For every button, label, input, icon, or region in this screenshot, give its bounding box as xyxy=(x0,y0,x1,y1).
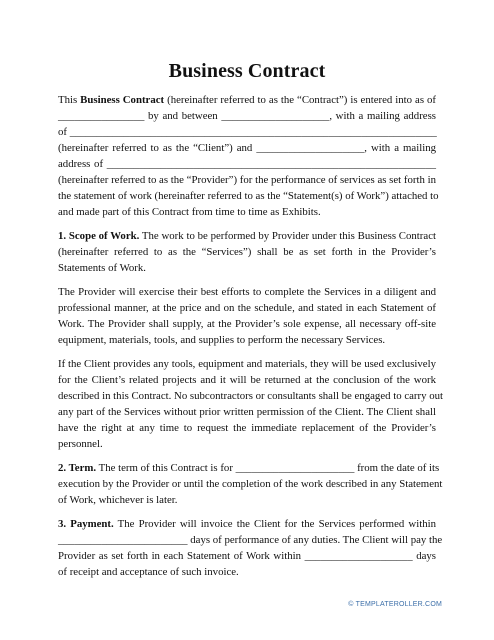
payment-line-1 xyxy=(58,518,436,531)
scope-line-1 xyxy=(58,230,436,243)
payment-line-1-text: The Provider will invoice the Client for the Services performed within xyxy=(113,518,436,530)
payment-line-2: ________________________ days of performance of any duties. The Client will pay the xyxy=(58,534,443,546)
provider-line-2: professional manner, at the price and on the schedule, and stated in each Statement of xyxy=(58,302,436,314)
client-line-6: personnel. xyxy=(58,438,103,450)
term-line-3: of Work, whichever is later. xyxy=(58,494,178,506)
client-line-1: If the Client provides any tools, equipment and materials, they will be used exclusively xyxy=(58,358,436,370)
term-line-1 xyxy=(58,462,440,475)
intro-line-5: address of _____________________________________________________________ xyxy=(58,158,436,170)
client-line-2: for the Client’s related projects and it will be returned at the conclusion of the work xyxy=(58,374,436,386)
intro-line-6: (hereinafter referred to as the “Provider”) for the performance of services as set forth in xyxy=(58,174,436,186)
provider-line-1: The Provider will exercise their best efforts to complete the Services in a diligent and xyxy=(58,286,436,298)
term-heading: 2. Term. xyxy=(58,462,97,474)
scope-line-2: (hereinafter referred to as the “Services”) shall be as set forth in the Provider’s xyxy=(58,246,436,258)
intro-line-2: ________________ by and between ____________________, with a mailing address xyxy=(58,110,436,122)
client-line-5: have the right at any time to request the immediate replacement of the Provider’s xyxy=(58,422,436,434)
scope-heading: 1. Scope of Work. xyxy=(58,230,140,242)
client-line-3: described in this Contract. No subcontractors or consultants shall be engaged to carry out xyxy=(58,390,443,402)
payment-line-3: Provider as set forth in each Statement of Work within ____________________ days xyxy=(58,550,436,562)
scope-line-1-text: The work to be performed by Provider under this Business Contract xyxy=(139,230,436,242)
intro-line-1 xyxy=(58,94,436,107)
intro-line-1-text: This Business Contract (hereinafter referred to as the “Contract”) is entered into as of xyxy=(58,94,436,106)
term-line-2: execution by the Provider or until the completion of the work described in any Statement xyxy=(58,478,443,490)
client-line-4: any part of the Services without prior written permission of the Client. The Client shall xyxy=(58,406,436,418)
provider-line-3: Work. The Provider shall supply, at the Provider’s sole expense, all necessary off-site xyxy=(58,318,436,330)
intro-line-3: of ____________________________________________________________________ xyxy=(58,126,437,138)
intro-line-8: and made part of this Contract from time to time as Exhibits. xyxy=(58,206,321,218)
payment-line-4: of receipt and acceptance of such invoice. xyxy=(58,566,239,578)
document-title: Business Contract xyxy=(168,60,326,82)
payment-heading: 3. Payment. xyxy=(58,518,114,530)
provider-line-4: equipment, materials, tools, and supplies to perform the necessary Services. xyxy=(58,334,386,346)
scope-line-3: Statements of Work. xyxy=(58,262,146,274)
intro-line-7: the statement of work (hereinafter referred to as the “Statement(s) of Work”) attached to xyxy=(58,190,439,202)
term-line-1-text: The term of this Contract is for ______________________ from the date of its xyxy=(96,462,440,474)
intro-contract-name: Business Contract xyxy=(80,94,165,106)
intro-line-4: (hereinafter referred to as the “Client”) and ____________________, with a mailing xyxy=(58,142,436,154)
footer-link[interactable]: © TEMPLATEROLLER.COM xyxy=(348,601,442,608)
